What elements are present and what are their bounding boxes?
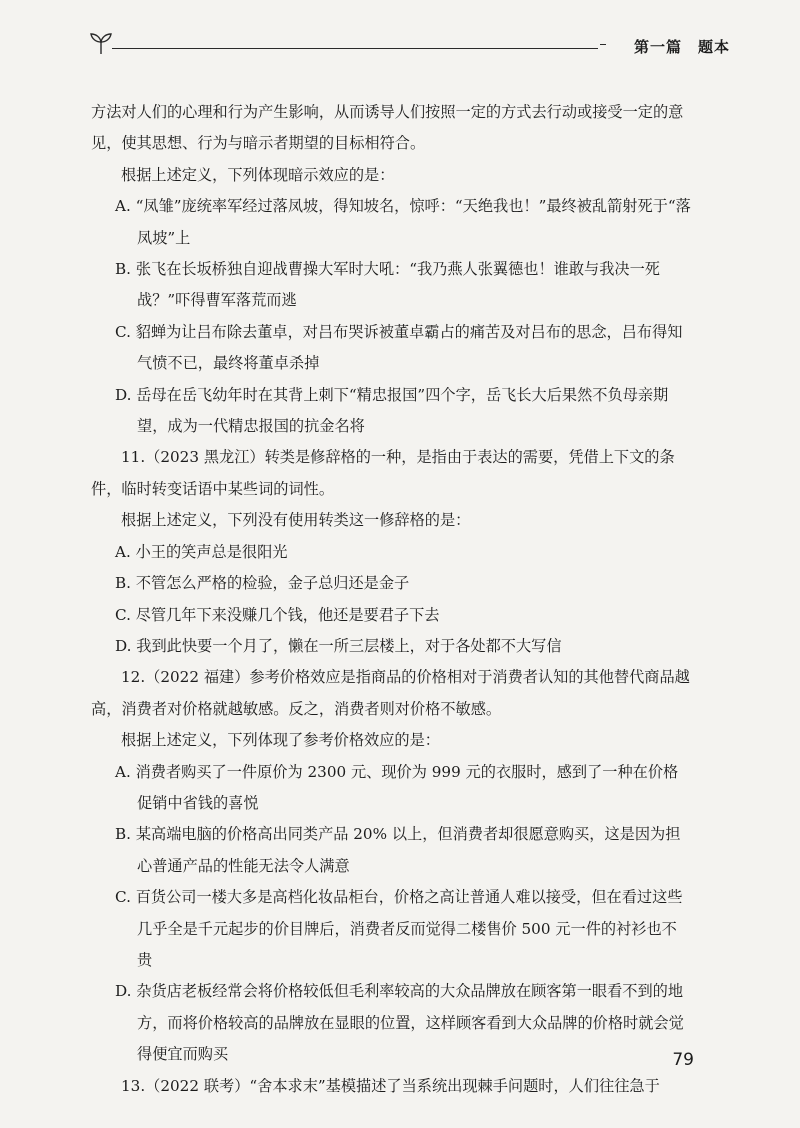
answer-option: B. 张飞在长坂桥独自迎战曹操大军时大吼：“我乃燕人张翼德也！谁敢与我决一死战？”吓得曹军落荒而逃 [115, 260, 660, 310]
answer-option: D. 我到此快要一个月了，懒在一所三层楼上，对于各处都不大写信 [115, 636, 562, 655]
answer-option: C. 尽管几年下来没赚几个钱，他还是要君子下去 [115, 605, 440, 624]
answer-option: B. 不管怎么严格的检验，金子总归还是金子 [115, 574, 410, 593]
section-title: 第一篇 题本 [633, 38, 730, 56]
answer-option: D. 杂货店老板经常会将价格较低但毛利率较高的大众品牌放在顾客第一眼看不到的地方，而将价格较高的品牌放在显眼的位置，这样顾客看到大众品牌的价格时就会觉得便宜而购买 [115, 982, 684, 1064]
paragraph: 根据上述定义，下列体现了参考价格效应的是： [121, 731, 440, 750]
answer-option: A. “凤雏”庞统率军经过落凤坡，得知坡名，惊呼：“天绝我也！”最终被乱箭射死于“落凤坡”上 [115, 197, 691, 247]
answer-option: C. 貂蝉为让吕布除去董卓，对吕布哭诉被董卓霸占的痛苦及对吕布的思念，吕布得知气愤不已，最终将董卓杀掉 [115, 322, 683, 373]
paragraph: 方法对人们的心理和行为产生影响，从而诱导人们按照一定的方式去行动或接受一定的意见，使其思想、行为与暗示者期望的目标相符合。 [91, 103, 684, 153]
paragraph: 12.（2022 福建）参考价格效应是指商品的价格相对于消费者认知的其他替代商品越高，消费者对价格就越敏感。反之，消费者则对价格不敏感。 [91, 668, 690, 718]
answer-option: B. 某高端电脑的价格高出同类产品 20% 以上，但消费者却很愿意购买，这是因为担心普通产品的性能无法令人满意 [115, 825, 681, 875]
answer-option: A. 消费者购买了一件原价为 2300 元、现价为 999 元的衣服时，感到了一种在价格促销中省钱的喜悦 [115, 762, 679, 812]
header-rule-notch [600, 44, 606, 51]
page-number: 79 [672, 1050, 694, 1070]
paragraph: 根据上述定义，下列没有使用转类这一修辞格的是： [121, 511, 471, 530]
paragraph: 根据上述定义，下列体现暗示效应的是： [121, 165, 395, 184]
answer-option: D. 岳母在岳飞幼年时在其背上刺下“精忠报国”四个字，岳飞长大后果然不负母亲期望，成为一代精忠报国的抗金名将 [115, 385, 669, 436]
answer-option: A. 小王的笑声总是很阳光 [115, 542, 288, 561]
page-content [91, 97, 691, 1102]
page-header [70, 26, 730, 62]
header-rule [112, 48, 598, 49]
paragraph: 13.（2022 联考）“舍本求末”基模描述了当系统出现棘手问题时，人们往往急于 [121, 1076, 660, 1095]
sprout-icon [88, 30, 114, 56]
answer-option: C. 百货公司一楼大多是高档化妆品柜台，价格之高让普通人难以接受，但在看过这些几乎全是千元起步的价目牌后，消费者反而觉得二楼售价 500 元一件的衬衫也不贵 [115, 888, 683, 969]
paragraph: 11.（2023 黑龙江）转类是修辞格的一种，是指由于表达的需要，凭借上下文的条件，临时转变话语中某些词的词性。 [91, 448, 675, 498]
